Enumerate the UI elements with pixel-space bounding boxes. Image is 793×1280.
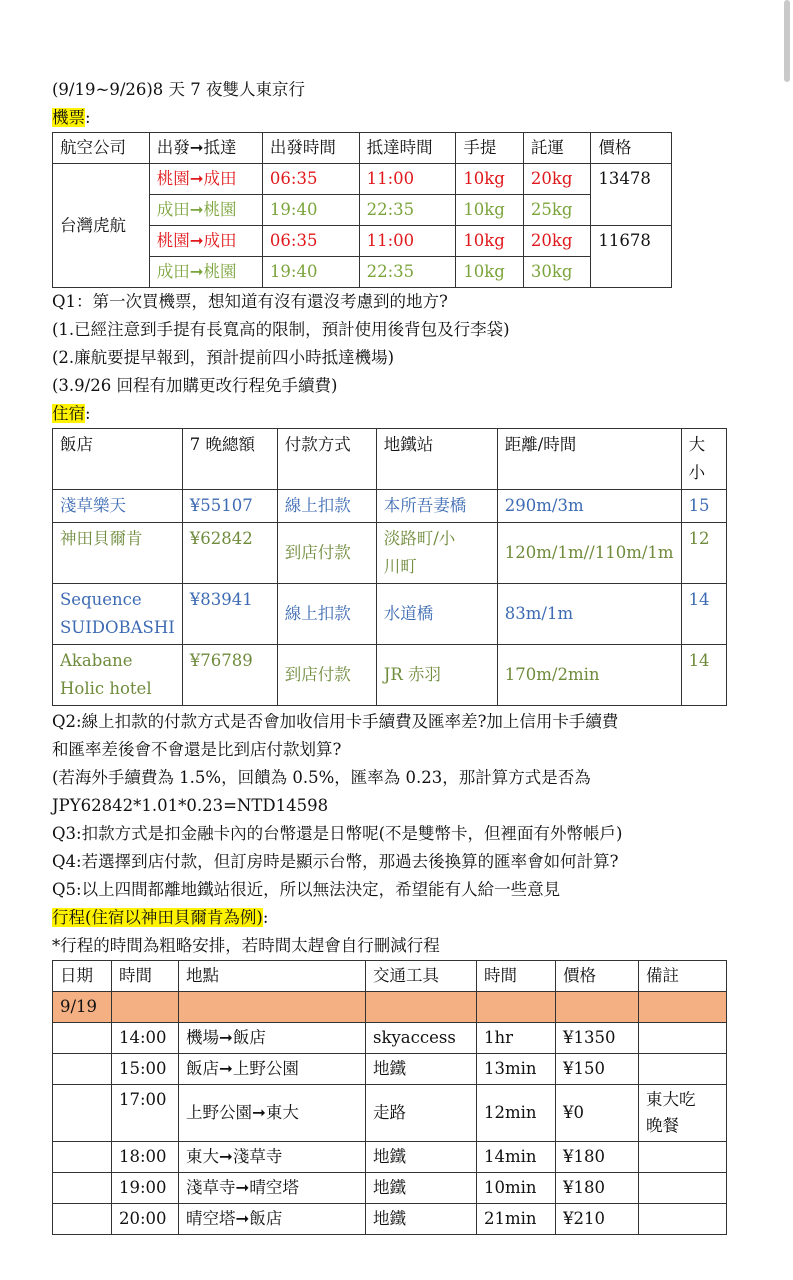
question-line: Q4:若選擇到店付款，但訂房時是顯示台幣，那過去後換算的匯率會如何計算? xyxy=(52,852,619,871)
place-cell: 機場➞飯店 xyxy=(179,1023,366,1054)
hotel-table xyxy=(52,428,727,706)
check-cell: 30kg xyxy=(523,257,591,288)
route-cell: 桃園➞成田 xyxy=(149,164,262,195)
header-cell: 手提 xyxy=(456,133,524,164)
document-title: (9/19~9/26)8 天 7 夜雙人東京行 xyxy=(52,80,306,99)
dist-cell: 83m/1m xyxy=(497,584,681,645)
question-line: Q1：第一次買機票，想知道有沒有還沒考慮到的地方? xyxy=(52,292,448,311)
table-row xyxy=(53,1054,727,1085)
arr-cell: 22:35 xyxy=(359,195,456,226)
place-cell: 飯店➞上野公園 xyxy=(179,1054,366,1085)
size-cell: 12 xyxy=(681,523,726,584)
question-line: Q5:以上四間都離地鐵站很近，所以無法決定，希望能有人給一些意見 xyxy=(52,880,561,899)
total-cell: ¥55107 xyxy=(182,490,277,523)
question-line: Q2:線上扣款的付款方式是否會加收信用卡手續費及匯率差?加上信用卡手續費 xyxy=(52,712,619,731)
check-cell: 20kg xyxy=(523,226,591,257)
price-cell: ¥0 xyxy=(556,1085,639,1142)
arr-cell: 22:35 xyxy=(359,257,456,288)
station-cell: 本所吾妻橋 xyxy=(376,490,497,523)
price-cell: ¥180 xyxy=(556,1173,639,1204)
pay-cell: 線上扣款 xyxy=(277,490,376,523)
table-row xyxy=(53,645,727,706)
table-row xyxy=(53,584,727,645)
itinerary-table xyxy=(52,960,727,1235)
header-cell: 距離/時間 xyxy=(497,429,681,490)
table-row xyxy=(53,164,672,195)
header-cell: 地鐵站 xyxy=(376,429,497,490)
route-cell: 成田➞桃園 xyxy=(149,195,262,226)
size-cell: 14 xyxy=(681,645,726,706)
station-cell: JR 赤羽 xyxy=(376,645,497,706)
arr-cell: 11:00 xyxy=(359,164,456,195)
note-cell: 東大吃 晚餐 xyxy=(639,1085,727,1142)
check-cell: 20kg xyxy=(523,164,591,195)
pay-cell: 線上扣款 xyxy=(277,584,376,645)
table-row xyxy=(53,490,727,523)
header-cell: 付款方式 xyxy=(277,429,376,490)
dist-cell: 170m/2min xyxy=(497,645,681,706)
header-cell: 備註 xyxy=(639,961,727,992)
pay-cell: 到店付款 xyxy=(277,523,376,584)
duration-cell: 14min xyxy=(477,1142,556,1173)
time-cell: 18:00 xyxy=(112,1142,179,1173)
place-cell: 東大➞淺草寺 xyxy=(179,1142,366,1173)
dist-cell: 290m/3m xyxy=(497,490,681,523)
table-row xyxy=(53,1085,727,1142)
arr-cell: 11:00 xyxy=(359,226,456,257)
question-line: (若海外手續費為 1.5%，回饋為 0.5%，匯率為 0.23，那計算方式是否為 xyxy=(52,768,591,787)
header-cell: 出發時間 xyxy=(262,133,359,164)
header-cell: 價格 xyxy=(591,133,672,164)
transport-cell: skyaccess xyxy=(366,1023,477,1054)
duration-cell: 1hr xyxy=(477,1023,556,1054)
time-cell: 20:00 xyxy=(112,1204,179,1235)
pay-cell: 到店付款 xyxy=(277,645,376,706)
header-cell: 託運 xyxy=(523,133,591,164)
place-cell: 晴空塔➞飯店 xyxy=(179,1204,366,1235)
duration-cell: 13min xyxy=(477,1054,556,1085)
dep-cell: 06:35 xyxy=(262,226,359,257)
table-row xyxy=(53,1173,727,1204)
header-cell: 出發➞抵達 xyxy=(149,133,262,164)
duration-cell: 10min xyxy=(477,1173,556,1204)
flight-table xyxy=(52,132,672,288)
carry-cell: 10kg xyxy=(456,226,524,257)
question-line: (2.廉航要提早報到，預計提前四小時抵達機場) xyxy=(52,348,395,367)
transport-cell: 地鐵 xyxy=(366,1054,477,1085)
price-cell: 11678 xyxy=(591,226,672,288)
total-cell: ¥62842 xyxy=(182,523,277,584)
size-cell: 15 xyxy=(681,490,726,523)
flight-table-header xyxy=(53,133,672,164)
header-cell: 航空公司 xyxy=(53,133,150,164)
carry-cell: 10kg xyxy=(456,257,524,288)
hotel-name-cell: Akabane Holic hotel xyxy=(53,645,183,706)
header-cell: 價格 xyxy=(556,961,639,992)
place-cell: 淺草寺➞晴空塔 xyxy=(179,1173,366,1204)
price-cell: ¥210 xyxy=(556,1204,639,1235)
hotel-name-cell: Sequence SUIDOBASHI xyxy=(53,584,183,645)
duration-cell: 12min xyxy=(477,1085,556,1142)
transport-cell: 地鐵 xyxy=(366,1204,477,1235)
header-cell: 7 晚總額 xyxy=(182,429,277,490)
date-row xyxy=(53,992,727,1023)
hotel-table-header xyxy=(53,429,727,490)
header-cell: 飯店 xyxy=(53,429,183,490)
transport-cell: 地鐵 xyxy=(366,1173,477,1204)
duration-cell: 21min xyxy=(477,1204,556,1235)
question-line: Q3:扣款方式是扣金融卡內的台幣還是日幣呢(不是雙幣卡，但裡面有外幣帳戶) xyxy=(52,824,623,843)
itinerary-note: *行程的時間為粗略安排，若時間太趕會自行刪減行程 xyxy=(52,936,440,955)
station-cell: 淡路町/小 川町 xyxy=(376,523,497,584)
question-line: (3.9/26 回程有加購更改行程免手續費) xyxy=(52,376,338,395)
note-cell xyxy=(639,1142,727,1173)
time-cell: 17:00 xyxy=(112,1085,179,1142)
note-cell xyxy=(639,1023,727,1054)
time-cell: 15:00 xyxy=(112,1054,179,1085)
size-cell: 14 xyxy=(681,584,726,645)
header-cell: 抵達時間 xyxy=(359,133,456,164)
price-cell: ¥150 xyxy=(556,1054,639,1085)
note-cell xyxy=(639,1204,727,1235)
flights-heading: 機票: xyxy=(52,108,91,127)
note-cell xyxy=(639,1173,727,1204)
dep-cell: 19:40 xyxy=(262,257,359,288)
document-page xyxy=(52,76,732,1235)
price-cell: 13478 xyxy=(591,164,672,226)
carry-cell: 10kg xyxy=(456,164,524,195)
route-cell: 桃園➞成田 xyxy=(149,226,262,257)
time-cell: 14:00 xyxy=(112,1023,179,1054)
dist-cell: 120m/1m//110m/1m xyxy=(497,523,681,584)
header-cell: 日期 xyxy=(53,961,112,992)
q1-block xyxy=(52,288,732,400)
dep-cell: 19:40 xyxy=(262,195,359,226)
header-cell: 地點 xyxy=(179,961,366,992)
note-cell xyxy=(639,1054,727,1085)
transport-cell: 地鐵 xyxy=(366,1142,477,1173)
question-line: JPY62842*1.01*0.23=NTD14598 xyxy=(52,796,329,815)
carry-cell: 10kg xyxy=(456,195,524,226)
hotel-name-cell: 淺草樂天 xyxy=(53,490,183,523)
dep-cell: 06:35 xyxy=(262,164,359,195)
date-cell: 9/19 xyxy=(53,992,112,1023)
hotels-heading: 住宿: xyxy=(52,404,91,423)
time-cell: 19:00 xyxy=(112,1173,179,1204)
table-row xyxy=(53,1204,727,1235)
price-cell: ¥180 xyxy=(556,1142,639,1173)
header-cell: 交通工具 xyxy=(366,961,477,992)
itinerary-heading: 行程(住宿以神田貝爾肯為例): xyxy=(52,908,269,927)
header-cell: 時間 xyxy=(112,961,179,992)
header-cell: 時間 xyxy=(477,961,556,992)
station-cell: 水道橋 xyxy=(376,584,497,645)
price-cell: ¥1350 xyxy=(556,1023,639,1054)
transport-cell: 走路 xyxy=(366,1085,477,1142)
scrollbar[interactable] xyxy=(784,0,790,82)
airline-cell: 台灣虎航 xyxy=(53,164,150,288)
check-cell: 25kg xyxy=(523,195,591,226)
itinerary-table-header xyxy=(53,961,727,992)
total-cell: ¥83941 xyxy=(182,584,277,645)
place-cell: 上野公園➞東大 xyxy=(179,1085,366,1142)
hotel-name-cell: 神田貝爾肯 xyxy=(53,523,183,584)
header-cell: 大小 xyxy=(681,429,726,490)
route-cell: 成田➞桃園 xyxy=(149,257,262,288)
total-cell: ¥76789 xyxy=(182,645,277,706)
question-line: 和匯率差後會不會還是比到店付款划算? xyxy=(52,740,342,759)
table-row xyxy=(53,523,727,584)
table-row xyxy=(53,1023,727,1054)
question-line: (1.已經注意到手提有長寬高的限制，預計使用後背包及行李袋) xyxy=(52,320,510,339)
table-row xyxy=(53,1142,727,1173)
questions-block xyxy=(52,708,732,904)
